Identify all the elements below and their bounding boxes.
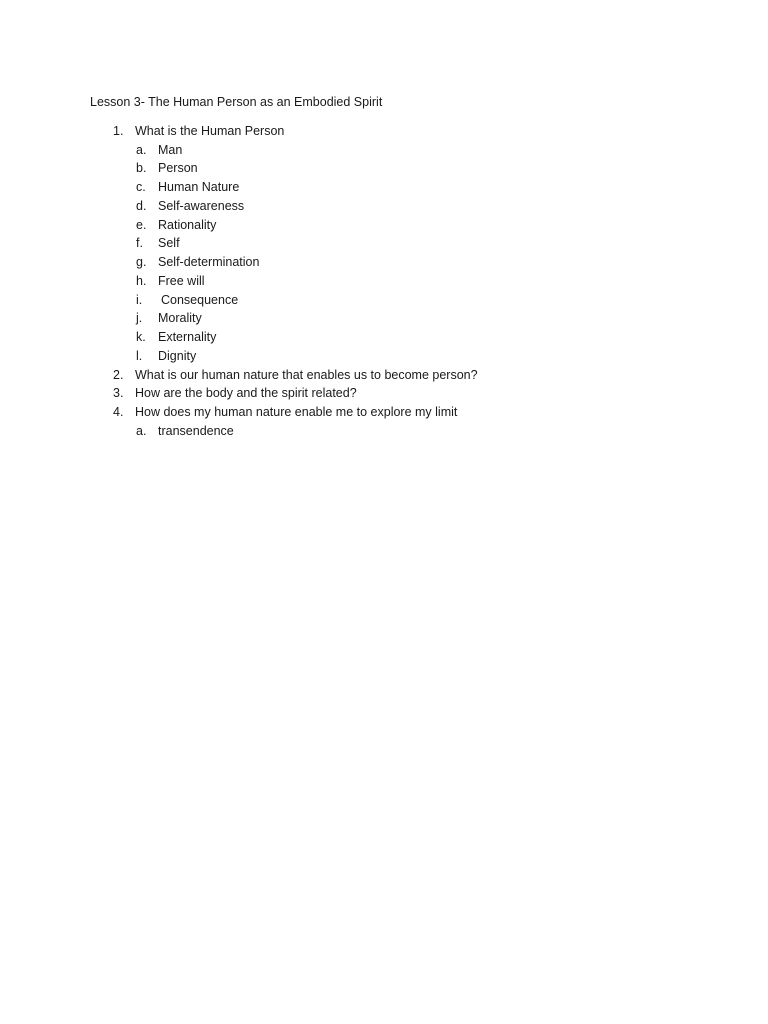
subitem-1h-letter: h.: [136, 274, 147, 288]
subitem-1b-letter: b.: [136, 161, 147, 175]
subitem-1k-letter: k.: [136, 330, 146, 344]
subitem-1b-text: Person: [158, 161, 198, 175]
question-4-text: How does my human nature enable me to explore my limit: [135, 405, 458, 419]
subitem-1k-text: Externality: [158, 330, 217, 344]
subitem-1c-text: Human Nature: [158, 180, 240, 194]
subitem-4a-text: transendence: [158, 424, 234, 438]
question-1-number: 1.: [113, 124, 124, 138]
subitem-1e-text: Rationality: [158, 218, 217, 232]
subitem-1g-text: Self-determination: [158, 255, 260, 269]
subitem-1j-letter: j.: [136, 311, 143, 325]
subitem-1a-letter: a.: [136, 143, 147, 157]
question-3-number: 3.: [113, 386, 124, 400]
question-2-text: What is our human nature that enables us to become person?: [135, 368, 478, 382]
subitem-1l-letter: l.: [136, 349, 143, 363]
subitem-4a-letter: a.: [136, 424, 147, 438]
subitem-1f-letter: f.: [136, 236, 143, 250]
question-3-text: How are the body and the spirit related?: [135, 386, 357, 400]
subitem-1d-letter: d.: [136, 199, 147, 213]
subitem-1d-text: Self-awareness: [158, 199, 245, 213]
question-4-number: 4.: [113, 405, 124, 419]
subitem-1a-text: Man: [158, 143, 183, 157]
question-2-number: 2.: [113, 368, 124, 382]
lesson-title: Lesson 3- The Human Person as an Embodied Spirit: [90, 95, 383, 109]
subitem-1j-text: Morality: [158, 311, 202, 325]
question-1-text: What is the Human Person: [135, 124, 285, 138]
subitem-1e-letter: e.: [136, 218, 147, 232]
subitem-1f-text: Self: [158, 236, 180, 250]
subitem-1i-letter: i.: [136, 293, 143, 307]
subitem-1h-text: Free will: [158, 274, 205, 288]
subitem-1c-letter: c.: [136, 180, 146, 194]
subitem-1g-letter: g.: [136, 255, 147, 269]
subitem-1i-text: Consequence: [161, 293, 239, 307]
subitem-1l-text: Dignity: [158, 349, 197, 363]
